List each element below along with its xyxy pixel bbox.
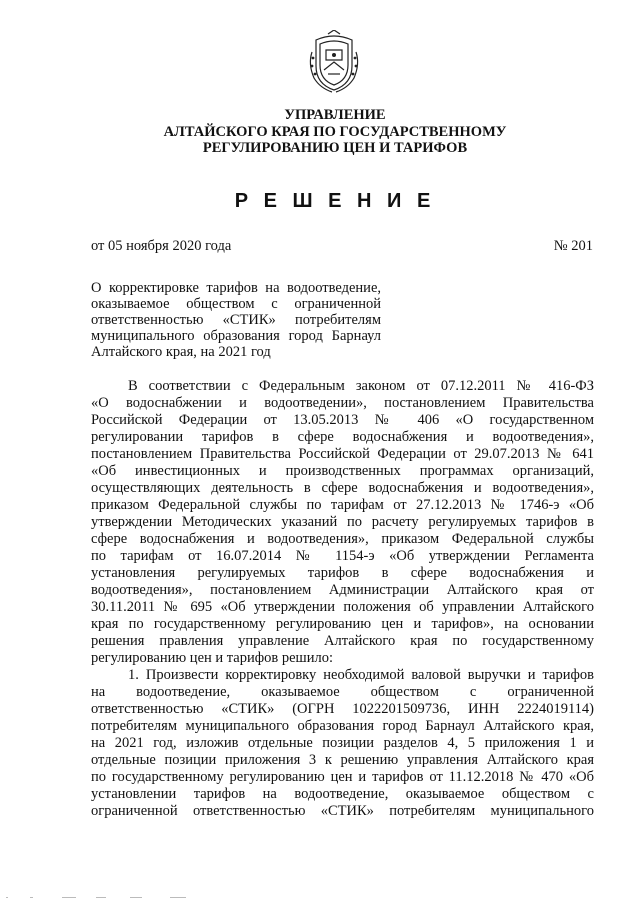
body-line: «Об инвестиционных и производственных программах организаций, [91, 463, 594, 479]
body-line: регулировании тарифов в сфере водоснабжения и водоотведения», [91, 429, 594, 445]
body-line: сфере водоснабжения и водоотведения», приказом Федеральной службы [91, 531, 594, 547]
body-line: потребителям муниципального образования город Барнаул Алтайского края, [91, 718, 594, 734]
authority-line: РЕГУЛИРОВАНИЮ ЦЕН И ТАРИФОВ [202, 140, 468, 156]
body-line: по тарифам от 16.07.2014 № 1154-э «Об утверждении Регламента [91, 548, 594, 564]
scan-artifact [0, 895, 640, 901]
document-date: от 05 ноября 2020 года [91, 238, 232, 254]
body-line: утверждении Методических указаний по расчету регулируемых тарифов в [91, 514, 594, 530]
body-line: 1. Произвести корректировку необходимой валовой выручки и тарифов [128, 667, 594, 683]
subject-line: Алтайского края, на 2021 год [91, 344, 271, 360]
body-line: «О водоснабжении и водоотведении», постановлением Правительства [91, 395, 594, 411]
document-title: Р Е Ш Е Н И Е [234, 190, 436, 212]
body-line: установления регулируемых тарифов в сфере водоснабжения и [91, 565, 594, 581]
body-line: регулированию цен и тарифов решило: [91, 650, 333, 666]
subject-line: муниципального образования город Барнаул [91, 328, 381, 344]
body-line: решения правления управление Алтайского края по государственному [91, 633, 594, 649]
document-body [91, 378, 594, 820]
subject-line: ответственностью «СТИК» потребителям [91, 312, 381, 328]
body-line: В соответствии с Федеральным законом от 07.12.2011 № 416-ФЗ [128, 378, 594, 394]
body-line: на 2021 год, изложив отдельные позиции разделов 4, 5 приложения 1 и [91, 735, 594, 751]
issuing-authority [100, 107, 570, 157]
body-line: 30.11.2011 № 695 «Об утверждении положения об управлении Алтайского [91, 599, 594, 615]
altai-krai-coat-of-arms-icon [304, 30, 364, 94]
body-line: края по государственному регулированию цен и тарифов», на основании [91, 616, 594, 632]
body-line: на водоотведение, оказываемое обществом с ограниченной [91, 684, 594, 700]
body-line: водоотведения», постановлением Администрации Алтайского края от [91, 582, 594, 598]
date-number-line [91, 238, 593, 255]
subject-line: оказываемое обществом с ограниченной [91, 296, 381, 312]
document-number: № 201 [553, 238, 593, 254]
body-line: Российской Федерации от 13.05.2013 № 406 «О государственном [91, 412, 594, 428]
body-line: приказом Федеральной службы по тарифам от 27.12.2013 № 1746-э «Об [91, 497, 594, 513]
document-subject [91, 280, 381, 360]
body-line: установлении тарифов на водоотведение, оказываемое обществом с [91, 786, 594, 802]
body-line: ограниченной ответственностью «СТИК» потребителям муниципального [91, 803, 594, 819]
body-line: постановлением Правительства Российской Федерации от 29.07.2013 № 641 [91, 446, 594, 462]
body-line: ответственностью «СТИК» (ОГРН 1022201509736, ИНН 2224019114) [91, 701, 594, 717]
subject-line: О корректировке тарифов на водоотведение, [91, 280, 381, 296]
body-line: отдельные позиции приложения 3 к решению управления Алтайского края [91, 752, 594, 768]
body-line: осуществляющих деятельность в сфере водоснабжения и водоотведения», [91, 480, 594, 496]
authority-line: АЛТАЙСКОГО КРАЯ ПО ГОСУДАРСТВЕННОМУ [163, 123, 507, 140]
authority-line: УПРАВЛЕНИЕ [284, 107, 386, 123]
body-line: по государственному регулированию цен и тарифов от 11.12.2018 № 470 «Об [91, 769, 594, 785]
